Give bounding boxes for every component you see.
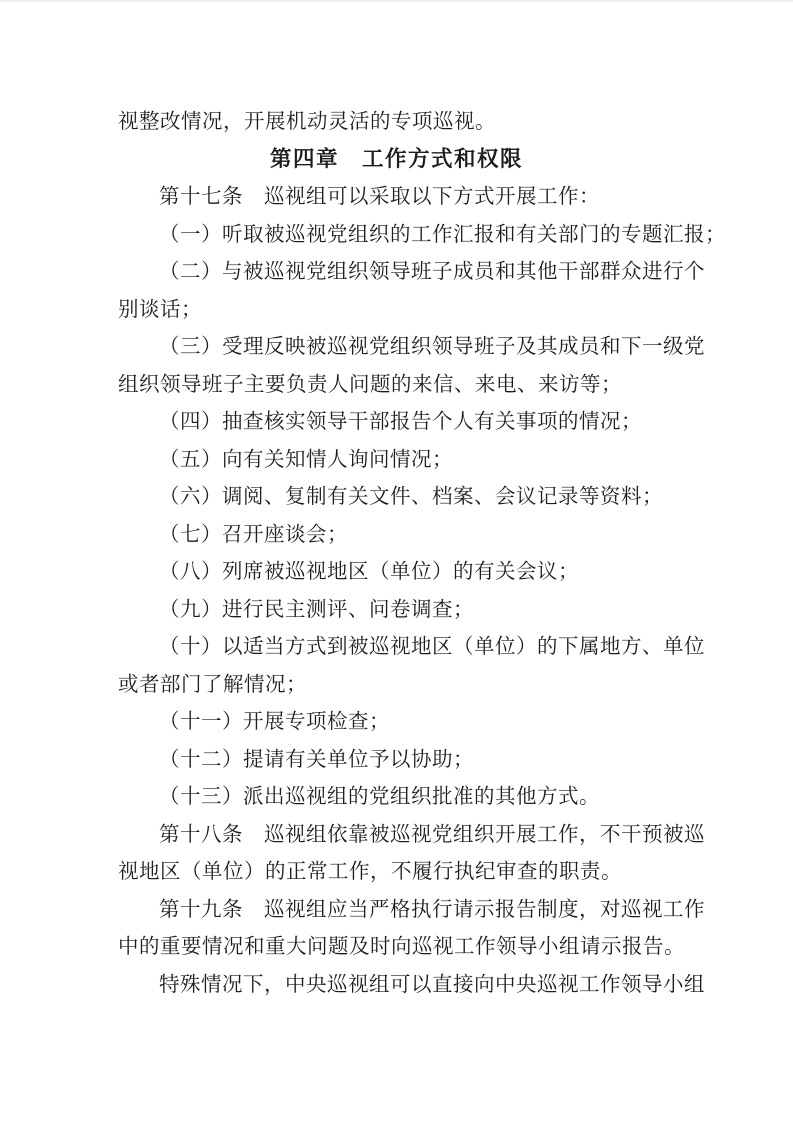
text-line: （二）与被巡视党组织领导班子成员和其他干部群众进行个 [159,259,705,283]
text-line: 组织领导班子主要负责人问题的来信、来电、来访等； [118,371,622,396]
text-line: 特殊情况下，中央巡视组可以直接向中央巡视工作领导小组 [159,971,705,996]
text-line: （十三）派出巡视组的党组织批准的其他方式。 [159,784,600,808]
text-line: （十）以适当方式到被巡视地区（单位）的下属地方、单位 [159,634,705,658]
text-line: （八）列席被巡视地区（单位）的有关会议； [159,559,579,583]
text-line: 视地区（单位）的正常工作，不履行执纪审查的职责。 [118,859,622,883]
text-line: （十二）提请有关单位予以协助； [159,746,474,771]
text-line: 视整改情况，开展机动灵活的专项巡视。 [118,109,496,133]
text-line: 或者部门了解情况； [118,671,307,696]
document-content [118,103,726,1003]
text-line: （七）召开座谈会； [159,521,348,546]
text-line: 中的重要情况和重大问题及时向巡视工作领导小组请示报告。 [118,934,685,958]
text-line: （三）受理反映被巡视党组织领导班子及其成员和下一级党 [159,334,705,358]
chapter-heading: 第四章 工作方式和权限 [269,146,523,172]
text-line: 第十八条 巡视组依靠被巡视党组织开展工作，不干预被巡 [159,821,705,846]
text-line: （五）向有关知情人询问情况； [159,446,453,471]
text-line: （十一）开展专项检查； [159,709,390,733]
text-line: （九）进行民主测评、问卷调查； [159,596,474,621]
text-line: 第十九条 巡视组应当严格执行请示报告制度，对巡视工作 [159,896,705,921]
text-line: （六）调阅、复制有关文件、档案、会议记录等资料； [159,484,663,508]
text-line: （一）听取被巡视党组织的工作汇报和有关部门的专题汇报； [159,221,726,246]
text-line: 第十七条 巡视组可以采取以下方式开展工作： [159,184,600,208]
text-line: （四）抽查核实领导干部报告个人有关事项的情况； [159,409,642,433]
text-line: 别谈话； [118,296,202,321]
